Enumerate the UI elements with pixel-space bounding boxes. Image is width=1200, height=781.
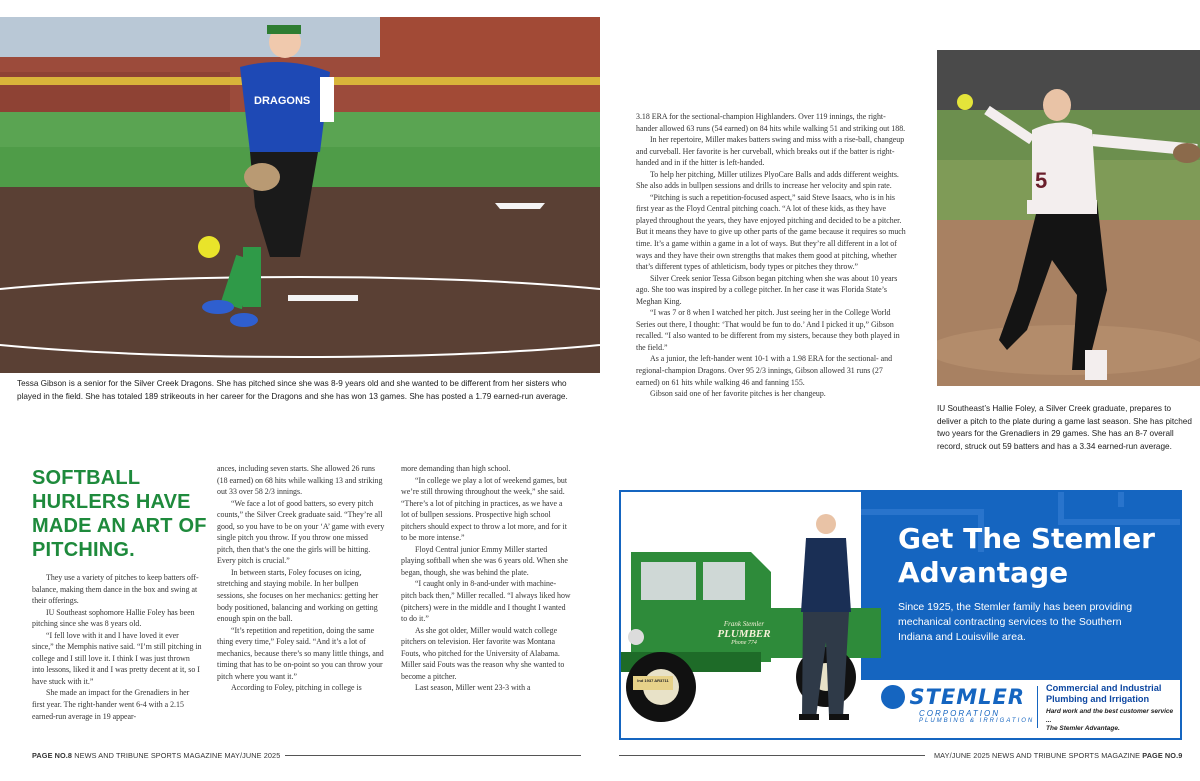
stemler-logo	[881, 685, 1031, 709]
article-paragraph: As a junior, the left-hander went 10-1 with a 1.98 ERA for the sectional- and regional-champion Dragons. Over 95 2/3 innings, Gibson allowed 31 runs (27 earned) on 61 hits while walking 46 and fanning 155.	[636, 354, 893, 387]
stemler-advertisement[interactable]	[619, 490, 1182, 740]
article-paragraph: To help her pitching, Miller utilizes PlyoCare Balls and adds different weights. She also adds in bullpen sessions and drills to increase her velocity and spin rate.	[636, 169, 899, 191]
article-column-1	[32, 572, 202, 722]
right-page-footer	[934, 751, 1182, 760]
stemler-logo-subtitle-2: PLUMBING & IRRIGATION	[919, 718, 1035, 724]
footer-rule	[619, 755, 925, 756]
truck-door-line-2: PLUMBER	[717, 628, 771, 640]
publication-name: MAY/JUNE 2025 NEWS AND TRIBUNE SPORTS MAGAZINE	[934, 751, 1141, 760]
article-paragraph: more demanding than high school.	[401, 464, 511, 473]
article-paragraph: “Pitching is such a repetition-focused aspect,” said Steve Isaacs, who is in his first year as the Floyd Central pitching coach. “A lot of these kids, as they have played throughout the years, they have enjoyed pitching and decided to be a pitcher. But it means they have to give up other parts of the game because it requires so much time. It’s a game within a game in a lot of ways. But they’re all different in a lot of ways and they have their own strengths that makes them good at pitching, whether that’s different types of athleticism, body types or pitches they throw.”	[636, 192, 906, 272]
ad-title	[898, 522, 1178, 590]
article-paragraph: “I caught only in 8-and-under with machine-pitch back then,” Miller recalled. “I always liked how (pitchers) were in the middle and I thought I wanted to do it.”	[401, 579, 571, 624]
truck-door-line-1: Frank Stemler	[723, 620, 765, 628]
hallie-foley-photo	[937, 50, 1200, 386]
footer-rule	[285, 755, 581, 756]
article-paragraph: According to Foley, pitching in college is	[231, 683, 362, 693]
article-paragraph: 3.18 ERA for the sectional-champion Highlanders. Over 119 innings, the right-hander allowed 63 runs (54 earned) on 84 hits while walking 51 and striking out 188.	[636, 112, 906, 133]
page-number: PAGE NO.8	[32, 751, 73, 760]
article-paragraph: They use a variety of pitches to keep batters off-balance, making them dance in the box and swing at their offerings.	[32, 573, 199, 606]
truck-door-line-3: Phone 774	[731, 640, 757, 646]
article-headline: SOFTBALL HURLERS HAVE MADE AN ART OF PITCHING.	[32, 467, 207, 561]
ad-tagline-sub-2: The Stemler Advantage.	[1046, 725, 1120, 732]
ad-tagline	[1046, 683, 1176, 734]
ad-tagline-sub-1: Hard work and the best customer service ...	[1046, 708, 1174, 724]
ad-vertical-divider	[1037, 686, 1038, 728]
article-paragraph: She made an impact for the Grenadiers in her first year. The right-hander went 6-4 with a 2.15 earned-run average in 19 appear-	[32, 688, 190, 721]
article-paragraph: “In college we play a lot of weekend games, but we’re still throwing throughout the week,” she said. “There’s a lot of pitching in practices, as we have a lot of bullpen sessions. Prospective high school pitchers should expect to throw a lot more, and for it to be more intense.”	[401, 475, 568, 543]
ad-tagline-title-1: Commercial and Industrial	[1046, 683, 1162, 693]
article-paragraph: IU Southeast sophomore Hallie Foley has been pitching since she was 8 years old.	[32, 607, 195, 629]
truck-door-lettering	[709, 620, 779, 646]
article-paragraph: “I was 7 or 8 when I watched her pitch. Just seeing her in the College World Series out there, I thought: ‘That would be fun to do.’ And I picked it up,” Gibson recalled. “I also wanted to be different from my sisters, because they both played in the field.”	[636, 308, 900, 352]
article-paragraph: “It’s repetition and repetition, doing the same thing every time,” Foley said. “And it’s a lot of mechanics, because there’s so many little things, and timing that has to be on-point so you can throw your pitch where you want it.”	[217, 625, 384, 681]
article-paragraph: “We face a lot of good batters, so every pitch counts,” the Silver Creek graduate said. “They’re all good, so you have to be on your ‘A’ game with every single pitch you throw. If you throw one missed pitch, then that’s the one the girls will be hitting. Every pitch is crucial.”	[217, 498, 385, 566]
hallie-foley-photo-caption: IU Southeast’s Hallie Foley, a Silver Creek graduate, prepares to deliver a pitch to the plate during a game last season. She has pitched two years for the Grenadiers in 29 games. She has an 8-7 overall record, struck out 59 batters and has a 3.34 earned-run average.	[937, 404, 1192, 451]
left-page-footer	[32, 751, 280, 760]
tessa-gibson-photo	[0, 17, 600, 373]
article-paragraph: Last season, Miller went 23-3 with a	[415, 683, 531, 693]
article-paragraph: “I fell love with it and I have loved it ever since,” the Memphis native said. “I’m still pitching in college and I still love it. I think I was just thrown into lessons, liked it and I was pretty decent at it, so I have stuck with it.”	[32, 630, 202, 686]
ad-title-line-2: Advantage	[898, 556, 1069, 589]
jersey-text: DRAGONS	[254, 95, 311, 107]
article-paragraph: ances, including seven starts. She allowed 26 runs (18 earned) on 68 hits while walking 13 and striking out 33 over 58 2/3 innings.	[217, 464, 383, 497]
jersey-number: 5	[1035, 168, 1048, 193]
article-paragraph: Silver Creek senior Tessa Gibson began pitching when she was about 10 years ago. She too was inspired by a college pitcher. In her case it was Florida State’s Meghan King.	[636, 273, 898, 306]
article-paragraph: As she got older, Miller would watch college pitchers on television. Her favorite was Montana Fouts, who pitched for the University of Alabama. Miller said Fouts was the reason why she wanted to become a pitcher.	[401, 625, 565, 681]
article-paragraph: Floyd Central junior Emmy Miller started playing softball when she was 6 years old. When she began, though, she was behind the plate.	[401, 544, 568, 577]
tessa-gibson-photo-caption: Tessa Gibson is a senior for the Silver Creek Dragons. She has pitched since she was 8-9 years old and she wanted to be different from her sisters who played in the field. She has totaled 189 strikeouts in her career for the Dragons and she has won 13 games. She has posted a 1.79 earned-run average.	[17, 379, 568, 401]
publication-name: NEWS AND TRIBUNE SPORTS MAGAZINE MAY/JUNE 2025	[74, 751, 281, 760]
article-paragraph: Gibson said one of her favorite pitches is her changeup.	[650, 389, 826, 399]
stemler-logo-subtitle: CORPORATION	[919, 709, 1000, 718]
article-column-2	[217, 463, 387, 694]
page-number: PAGE NO.9	[1142, 751, 1183, 760]
stemler-logo-name: STEMLER	[909, 685, 1026, 709]
license-plate: Ind 1937 AR3711	[637, 678, 669, 683]
ad-tagline-title-2: Plumbing and Irrigation	[1046, 694, 1150, 704]
article-paragraph: In between starts, Foley focuses on icing, stretching and staying mobile. In her bullpen sessions, she focuses on her mechanics: getting her body positioned, balancing and working on getting enough spin on the ball.	[217, 567, 379, 624]
stemler-logo-icon	[881, 685, 905, 709]
ad-body-text: Since 1925, the Stemler family has been providing mechanical contracting services to the Southern Indiana and Louisville area.	[898, 601, 1133, 643]
article-column-3	[401, 463, 571, 694]
ad-title-line-1: Get The Stemler	[898, 522, 1155, 555]
article-paragraph: In her repertoire, Miller makes batters swing and miss with a rise-ball, changeup and curveball. Her favorite is her curveball, which breaks out if the batter is right-handed and in if the hitter is left-handed.	[636, 135, 905, 168]
article-column-4	[636, 111, 906, 400]
